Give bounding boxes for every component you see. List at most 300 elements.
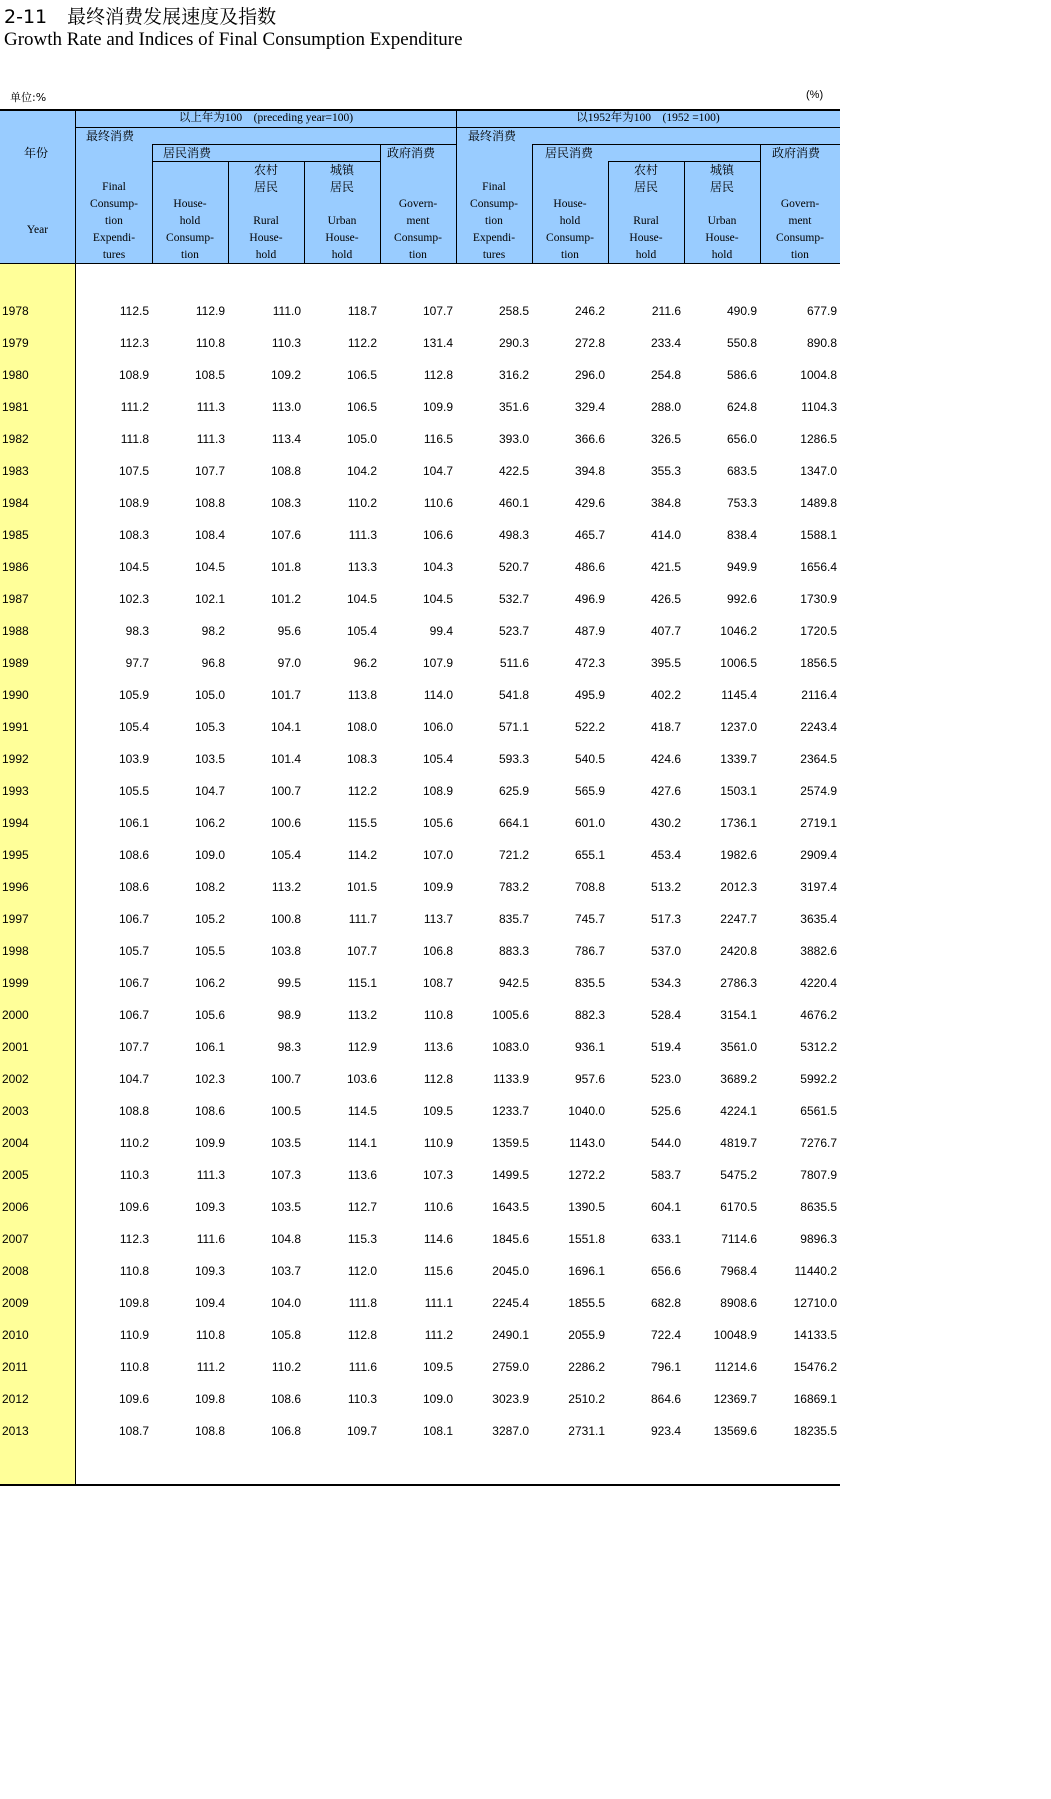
value-cell: 105.3	[194, 720, 225, 734]
value-cell: 107.7	[194, 464, 225, 478]
value-cell: 105.9	[118, 688, 149, 702]
value-cell: 211.6	[651, 304, 681, 318]
value-cell: 2490.1	[492, 1328, 529, 1342]
final-en-line: tion	[485, 215, 503, 227]
value-cell: 258.5	[498, 304, 529, 318]
value-cell: 1347.0	[800, 464, 837, 478]
value-cell: 721.2	[498, 848, 529, 862]
table-row	[0, 1127, 840, 1159]
value-cell: 100.7	[270, 784, 301, 798]
year-cell: 1990	[2, 688, 29, 702]
final-en-line: tion	[105, 215, 123, 227]
value-cell: 108.6	[270, 1392, 301, 1406]
table-row	[0, 1383, 840, 1415]
year-cell: 2003	[2, 1104, 29, 1118]
year-cell: 2011	[2, 1360, 28, 1374]
value-cell: 936.1	[574, 1040, 605, 1054]
value-cell: 351.6	[498, 400, 529, 414]
table-row	[0, 359, 840, 391]
household-en-line: House-	[553, 198, 587, 210]
table-row	[0, 743, 840, 775]
value-cell: 114.1	[347, 1136, 377, 1150]
value-cell: 105.4	[270, 848, 301, 862]
value-cell: 2786.3	[720, 976, 757, 990]
value-cell: 835.5	[574, 976, 605, 990]
value-cell: 109.8	[194, 1392, 225, 1406]
value-cell: 110.9	[423, 1136, 453, 1150]
value-cell: 15476.2	[793, 1360, 837, 1374]
urban-en-line: hold	[331, 249, 353, 261]
value-cell: 2243.4	[800, 720, 837, 734]
value-cell: 1982.6	[720, 848, 757, 862]
value-cell: 106.1	[194, 1040, 225, 1054]
value-cell: 540.5	[574, 752, 605, 766]
value-cell: 115.6	[423, 1264, 453, 1278]
value-cell: 8908.6	[720, 1296, 757, 1310]
value-cell: 108.2	[194, 880, 225, 894]
unit-label: 单位:%	[10, 91, 47, 104]
value-cell: 111.1	[424, 1296, 453, 1310]
value-cell: 108.7	[118, 1424, 149, 1438]
value-cell: 550.8	[726, 336, 757, 350]
value-cell: 105.4	[118, 720, 149, 734]
value-cell: 107.0	[422, 848, 453, 862]
value-cell: 1006.5	[720, 656, 757, 670]
value-cell: 109.6	[118, 1200, 149, 1214]
value-cell: 1856.5	[800, 656, 837, 670]
value-cell: 326.5	[650, 432, 681, 446]
value-cell: 783.2	[498, 880, 529, 894]
urban-en	[304, 213, 380, 264]
value-cell: 395.5	[650, 656, 681, 670]
value-cell: 593.3	[498, 752, 529, 766]
value-cell: 407.7	[650, 624, 681, 638]
value-cell: 106.1	[118, 816, 149, 830]
value-cell: 118.7	[347, 304, 377, 318]
gov-consumption-cn-2: 政府消费	[772, 146, 821, 160]
year-cell: 2000	[2, 1008, 29, 1022]
value-cell: 108.8	[118, 1104, 149, 1118]
gov-consumption-cn: 政府消费	[387, 146, 436, 160]
table-row	[0, 1255, 840, 1287]
value-cell: 355.3	[650, 464, 681, 478]
household-en-line: Consump-	[166, 232, 214, 244]
value-cell: 108.9	[118, 368, 149, 382]
value-cell: 105.6	[422, 816, 453, 830]
value-cell: 1233.7	[492, 1104, 529, 1118]
year-cell: 2009	[2, 1296, 29, 1310]
value-cell: 107.7	[346, 944, 377, 958]
value-cell: 109.7	[346, 1424, 377, 1438]
table-row	[0, 775, 840, 807]
year-cell: 1989	[2, 656, 29, 670]
value-cell: 108.6	[194, 1104, 225, 1118]
gov-en-2	[760, 196, 840, 264]
value-cell: 14133.5	[793, 1328, 837, 1342]
value-cell: 511.6	[499, 656, 529, 670]
value-cell: 105.6	[194, 1008, 225, 1022]
value-cell: 110.9	[119, 1328, 149, 1342]
rural-cn-1: 农村	[254, 163, 279, 177]
year-cell: 1997	[2, 912, 29, 926]
value-cell: 108.8	[270, 464, 301, 478]
gov-en	[380, 196, 456, 264]
value-cell: 106.7	[118, 1008, 149, 1022]
value-cell: 111.6	[196, 1232, 225, 1246]
value-cell: 418.7	[650, 720, 681, 734]
value-cell: 102.1	[194, 592, 225, 606]
year-header-cn: 年份	[24, 146, 49, 160]
value-cell: 109.9	[422, 400, 453, 414]
value-cell: 1551.8	[568, 1232, 605, 1246]
value-cell: 7114.6	[721, 1232, 757, 1246]
final-en-2	[456, 179, 532, 264]
value-cell: 5475.2	[720, 1168, 757, 1182]
value-cell: 110.2	[347, 496, 377, 510]
year-cell: 1988	[2, 624, 29, 638]
value-cell: 565.9	[574, 784, 605, 798]
value-cell: 113.7	[423, 912, 453, 926]
value-cell: 426.5	[650, 592, 681, 606]
value-cell: 2012.3	[720, 880, 757, 894]
rural-en-2	[608, 213, 684, 264]
value-cell: 109.2	[270, 368, 301, 382]
value-cell: 10048.9	[713, 1328, 757, 1342]
year-cell: 2010	[2, 1328, 29, 1342]
year-cell: 1987	[2, 592, 29, 606]
value-cell: 460.1	[498, 496, 529, 510]
value-cell: 2759.0	[492, 1360, 529, 1374]
value-cell: 1696.1	[568, 1264, 605, 1278]
value-cell: 110.8	[119, 1360, 149, 1374]
value-cell: 100.6	[270, 816, 301, 830]
table-row	[0, 679, 840, 711]
value-cell: 12710.0	[793, 1296, 837, 1310]
value-cell: 112.5	[119, 304, 149, 318]
household-en-line: tion	[561, 249, 579, 261]
value-cell: 105.0	[346, 432, 377, 446]
value-cell: 108.6	[118, 848, 149, 862]
value-cell: 104.5	[346, 592, 377, 606]
value-cell: 5312.2	[800, 1040, 837, 1054]
value-cell: 13569.6	[713, 1424, 757, 1438]
group-rule	[76, 127, 840, 128]
value-cell: 100.5	[270, 1104, 301, 1118]
value-cell: 486.6	[574, 560, 605, 574]
table-row	[0, 1063, 840, 1095]
value-cell: 104.1	[270, 720, 301, 734]
value-cell: 96.2	[353, 656, 377, 670]
value-cell: 656.0	[726, 432, 757, 446]
table-row	[0, 1191, 840, 1223]
value-cell: 3561.0	[720, 1040, 757, 1054]
value-cell: 3023.9	[492, 1392, 529, 1406]
value-cell: 95.6	[277, 624, 301, 638]
value-cell: 106.7	[118, 912, 149, 926]
value-cell: 1845.6	[492, 1232, 529, 1246]
value-cell: 105.8	[270, 1328, 301, 1342]
value-cell: 942.5	[498, 976, 529, 990]
value-cell: 233.4	[650, 336, 681, 350]
value-cell: 106.2	[194, 816, 225, 830]
table-row	[0, 903, 840, 935]
value-cell: 98.3	[125, 624, 149, 638]
year-header-en: Year	[26, 224, 49, 236]
table-bottom-rule	[0, 1484, 840, 1486]
value-cell: 254.8	[650, 368, 681, 382]
final-en-line: Final	[482, 181, 506, 193]
final-en-line: Consump-	[90, 198, 138, 210]
value-cell: 882.3	[574, 1008, 605, 1022]
value-cell: 520.7	[498, 560, 529, 574]
value-cell: 103.9	[118, 752, 149, 766]
page-title-en: Growth Rate and Indices of Final Consumption Expenditure	[4, 29, 463, 50]
value-cell: 532.7	[498, 592, 529, 606]
year-cell: 1991	[2, 720, 29, 734]
year-cell: 2008	[2, 1264, 29, 1278]
value-cell: 296.0	[574, 368, 605, 382]
table-row	[0, 935, 840, 967]
value-cell: 104.8	[270, 1232, 301, 1246]
value-cell: 108.9	[422, 784, 453, 798]
value-cell: 109.5	[422, 1360, 453, 1374]
year-cell: 2013	[2, 1424, 29, 1438]
year-cell: 1994	[2, 816, 29, 830]
value-cell: 105.2	[194, 912, 225, 926]
value-cell: 534.3	[650, 976, 681, 990]
value-cell: 4676.2	[800, 1008, 837, 1022]
value-cell: 111.6	[348, 1360, 377, 1374]
year-cell: 2005	[2, 1168, 29, 1182]
value-cell: 112.8	[423, 368, 453, 382]
value-cell: 465.7	[574, 528, 605, 542]
value-cell: 6561.5	[800, 1104, 837, 1118]
value-cell: 11214.6	[714, 1360, 757, 1374]
value-cell: 528.4	[650, 1008, 681, 1022]
value-cell: 393.0	[498, 432, 529, 446]
value-cell: 1083.0	[492, 1040, 529, 1054]
value-cell: 113.8	[347, 688, 377, 702]
value-cell: 683.5	[726, 464, 757, 478]
value-cell: 586.6	[726, 368, 757, 382]
value-cell: 2055.9	[568, 1328, 605, 1342]
title-cn-text: 最终消费发展速度及指数	[67, 6, 277, 28]
value-cell: 1040.0	[568, 1104, 605, 1118]
value-cell: 102.3	[118, 592, 149, 606]
value-cell: 523.7	[498, 624, 529, 638]
value-cell: 429.6	[574, 496, 605, 510]
value-cell: 786.7	[574, 944, 605, 958]
value-cell: 3882.6	[800, 944, 837, 958]
value-cell: 424.6	[650, 752, 681, 766]
value-cell: 109.0	[194, 848, 225, 862]
value-cell: 109.8	[118, 1296, 149, 1310]
value-cell: 110.6	[423, 1200, 453, 1214]
value-cell: 113.4	[271, 432, 301, 446]
value-cell: 2909.4	[800, 848, 837, 862]
value-cell: 109.5	[422, 1104, 453, 1118]
table-row	[0, 1031, 840, 1063]
table-row	[0, 1415, 840, 1447]
value-cell: 113.3	[347, 560, 377, 574]
value-cell: 3197.4	[800, 880, 837, 894]
value-cell: 110.3	[347, 1392, 377, 1406]
value-cell: 111.8	[120, 432, 149, 446]
value-cell: 1730.9	[800, 592, 837, 606]
value-cell: 111.8	[348, 1296, 377, 1310]
value-cell: 106.8	[422, 944, 453, 958]
value-cell: 107.7	[118, 1040, 149, 1054]
year-cell: 2002	[2, 1072, 29, 1086]
value-cell: 111.3	[196, 1168, 225, 1182]
rural-cn-2b: 居民	[634, 180, 659, 194]
value-cell: 329.4	[574, 400, 605, 414]
value-cell: 103.5	[270, 1200, 301, 1214]
value-cell: 2116.4	[801, 688, 837, 702]
value-cell: 1643.5	[492, 1200, 529, 1214]
urban-cn-1: 城镇	[330, 163, 355, 177]
value-cell: 111.3	[348, 528, 377, 542]
value-cell: 838.4	[726, 528, 757, 542]
value-cell: 3154.1	[720, 1008, 757, 1022]
value-cell: 498.3	[498, 528, 529, 542]
value-cell: 98.3	[277, 1040, 301, 1054]
value-cell: 604.1	[650, 1200, 681, 1214]
value-cell: 421.5	[650, 560, 681, 574]
value-cell: 99.4	[429, 624, 453, 638]
household-en-line: hold	[559, 215, 581, 227]
year-cell: 2004	[2, 1136, 29, 1150]
value-cell: 633.1	[650, 1232, 681, 1246]
value-cell: 108.9	[118, 496, 149, 510]
value-cell: 513.2	[650, 880, 681, 894]
household-en	[152, 196, 228, 264]
table-row	[0, 1351, 840, 1383]
value-cell: 103.5	[270, 1136, 301, 1150]
value-cell: 110.8	[119, 1264, 149, 1278]
value-cell: 7968.4	[720, 1264, 757, 1278]
urban-cn-2: 居民	[330, 180, 355, 194]
urban-en-2	[684, 213, 760, 264]
value-cell: 103.8	[270, 944, 301, 958]
value-cell: 316.2	[498, 368, 529, 382]
value-cell: 1720.5	[800, 624, 837, 638]
year-cell: 1979	[2, 336, 29, 350]
gov-en-line: Govern-	[398, 198, 438, 210]
value-cell: 490.9	[726, 304, 757, 318]
value-cell: 105.0	[194, 688, 225, 702]
value-cell: 113.2	[347, 1008, 377, 1022]
value-cell: 537.0	[650, 944, 681, 958]
value-cell: 601.0	[574, 816, 605, 830]
year-cell: 1999	[2, 976, 29, 990]
value-cell: 110.6	[423, 496, 453, 510]
value-cell: 112.3	[119, 1232, 149, 1246]
value-cell: 102.3	[194, 1072, 225, 1086]
value-cell: 544.0	[650, 1136, 681, 1150]
value-cell: 2364.5	[800, 752, 837, 766]
table-row	[0, 327, 840, 359]
value-cell: 106.5	[346, 368, 377, 382]
value-cell: 101.8	[270, 560, 301, 574]
final-en-line: Consump-	[470, 198, 518, 210]
year-cell: 1984	[2, 496, 29, 510]
value-cell: 105.5	[118, 784, 149, 798]
value-cell: 1503.1	[720, 784, 757, 798]
value-cell: 108.3	[118, 528, 149, 542]
value-cell: 430.2	[650, 816, 681, 830]
year-cell: 2006	[2, 1200, 29, 1214]
value-cell: 109.9	[422, 880, 453, 894]
value-cell: 108.3	[270, 496, 301, 510]
value-cell: 109.3	[194, 1264, 225, 1278]
value-cell: 366.6	[574, 432, 605, 446]
rural-cn-2: 居民	[254, 180, 279, 194]
value-cell: 864.6	[650, 1392, 681, 1406]
value-cell: 1489.8	[800, 496, 837, 510]
value-cell: 1005.6	[492, 1008, 529, 1022]
value-cell: 883.3	[498, 944, 529, 958]
final-en-line: Expendi-	[472, 232, 516, 244]
value-cell: 290.3	[498, 336, 529, 350]
value-cell: 677.9	[806, 304, 837, 318]
value-cell: 4220.4	[800, 976, 837, 990]
value-cell: 3287.0	[492, 1424, 529, 1438]
value-cell: 98.9	[277, 1008, 301, 1022]
rural-en-line: Rural	[633, 215, 659, 227]
urban-en-line: Urban	[707, 215, 737, 227]
value-cell: 18235.5	[793, 1424, 837, 1438]
gov-en-line: tion	[409, 249, 427, 261]
value-cell: 923.4	[650, 1424, 681, 1438]
value-cell: 109.4	[194, 1296, 225, 1310]
value-cell: 113.2	[271, 880, 301, 894]
value-cell: 100.8	[270, 912, 301, 926]
value-cell: 97.7	[125, 656, 149, 670]
value-cell: 108.1	[422, 1424, 453, 1438]
value-cell: 104.3	[422, 560, 453, 574]
gov-en-line: ment	[406, 215, 430, 227]
household-en-2	[532, 196, 608, 264]
value-cell: 6170.5	[720, 1200, 757, 1214]
value-cell: 517.3	[650, 912, 681, 926]
year-cell: 2012	[2, 1392, 29, 1406]
value-cell: 796.1	[650, 1360, 681, 1374]
year-cell: 1982	[2, 432, 29, 446]
group-header-1952: 以1952年为100 (1952 =100)	[576, 112, 720, 124]
table-row	[0, 871, 840, 903]
value-cell: 106.0	[422, 720, 453, 734]
year-cell: 2001	[2, 1040, 29, 1054]
value-cell: 112.0	[347, 1264, 377, 1278]
value-cell: 110.8	[195, 1328, 225, 1342]
value-cell: 522.2	[574, 720, 605, 734]
value-cell: 111.3	[196, 432, 225, 446]
rural-en-line: Rural	[253, 215, 279, 227]
value-cell: 112.7	[347, 1200, 377, 1214]
value-cell: 112.3	[119, 336, 149, 350]
gov-en-line: tion	[791, 249, 809, 261]
value-cell: 4224.1	[720, 1104, 757, 1118]
value-cell: 664.1	[498, 816, 529, 830]
value-cell: 105.7	[118, 944, 149, 958]
value-cell: 496.9	[574, 592, 605, 606]
value-cell: 949.9	[726, 560, 757, 574]
value-cell: 111.2	[120, 400, 149, 414]
household-consumption-cn: 居民消费	[163, 146, 212, 160]
table-row	[0, 711, 840, 743]
table-row	[0, 615, 840, 647]
